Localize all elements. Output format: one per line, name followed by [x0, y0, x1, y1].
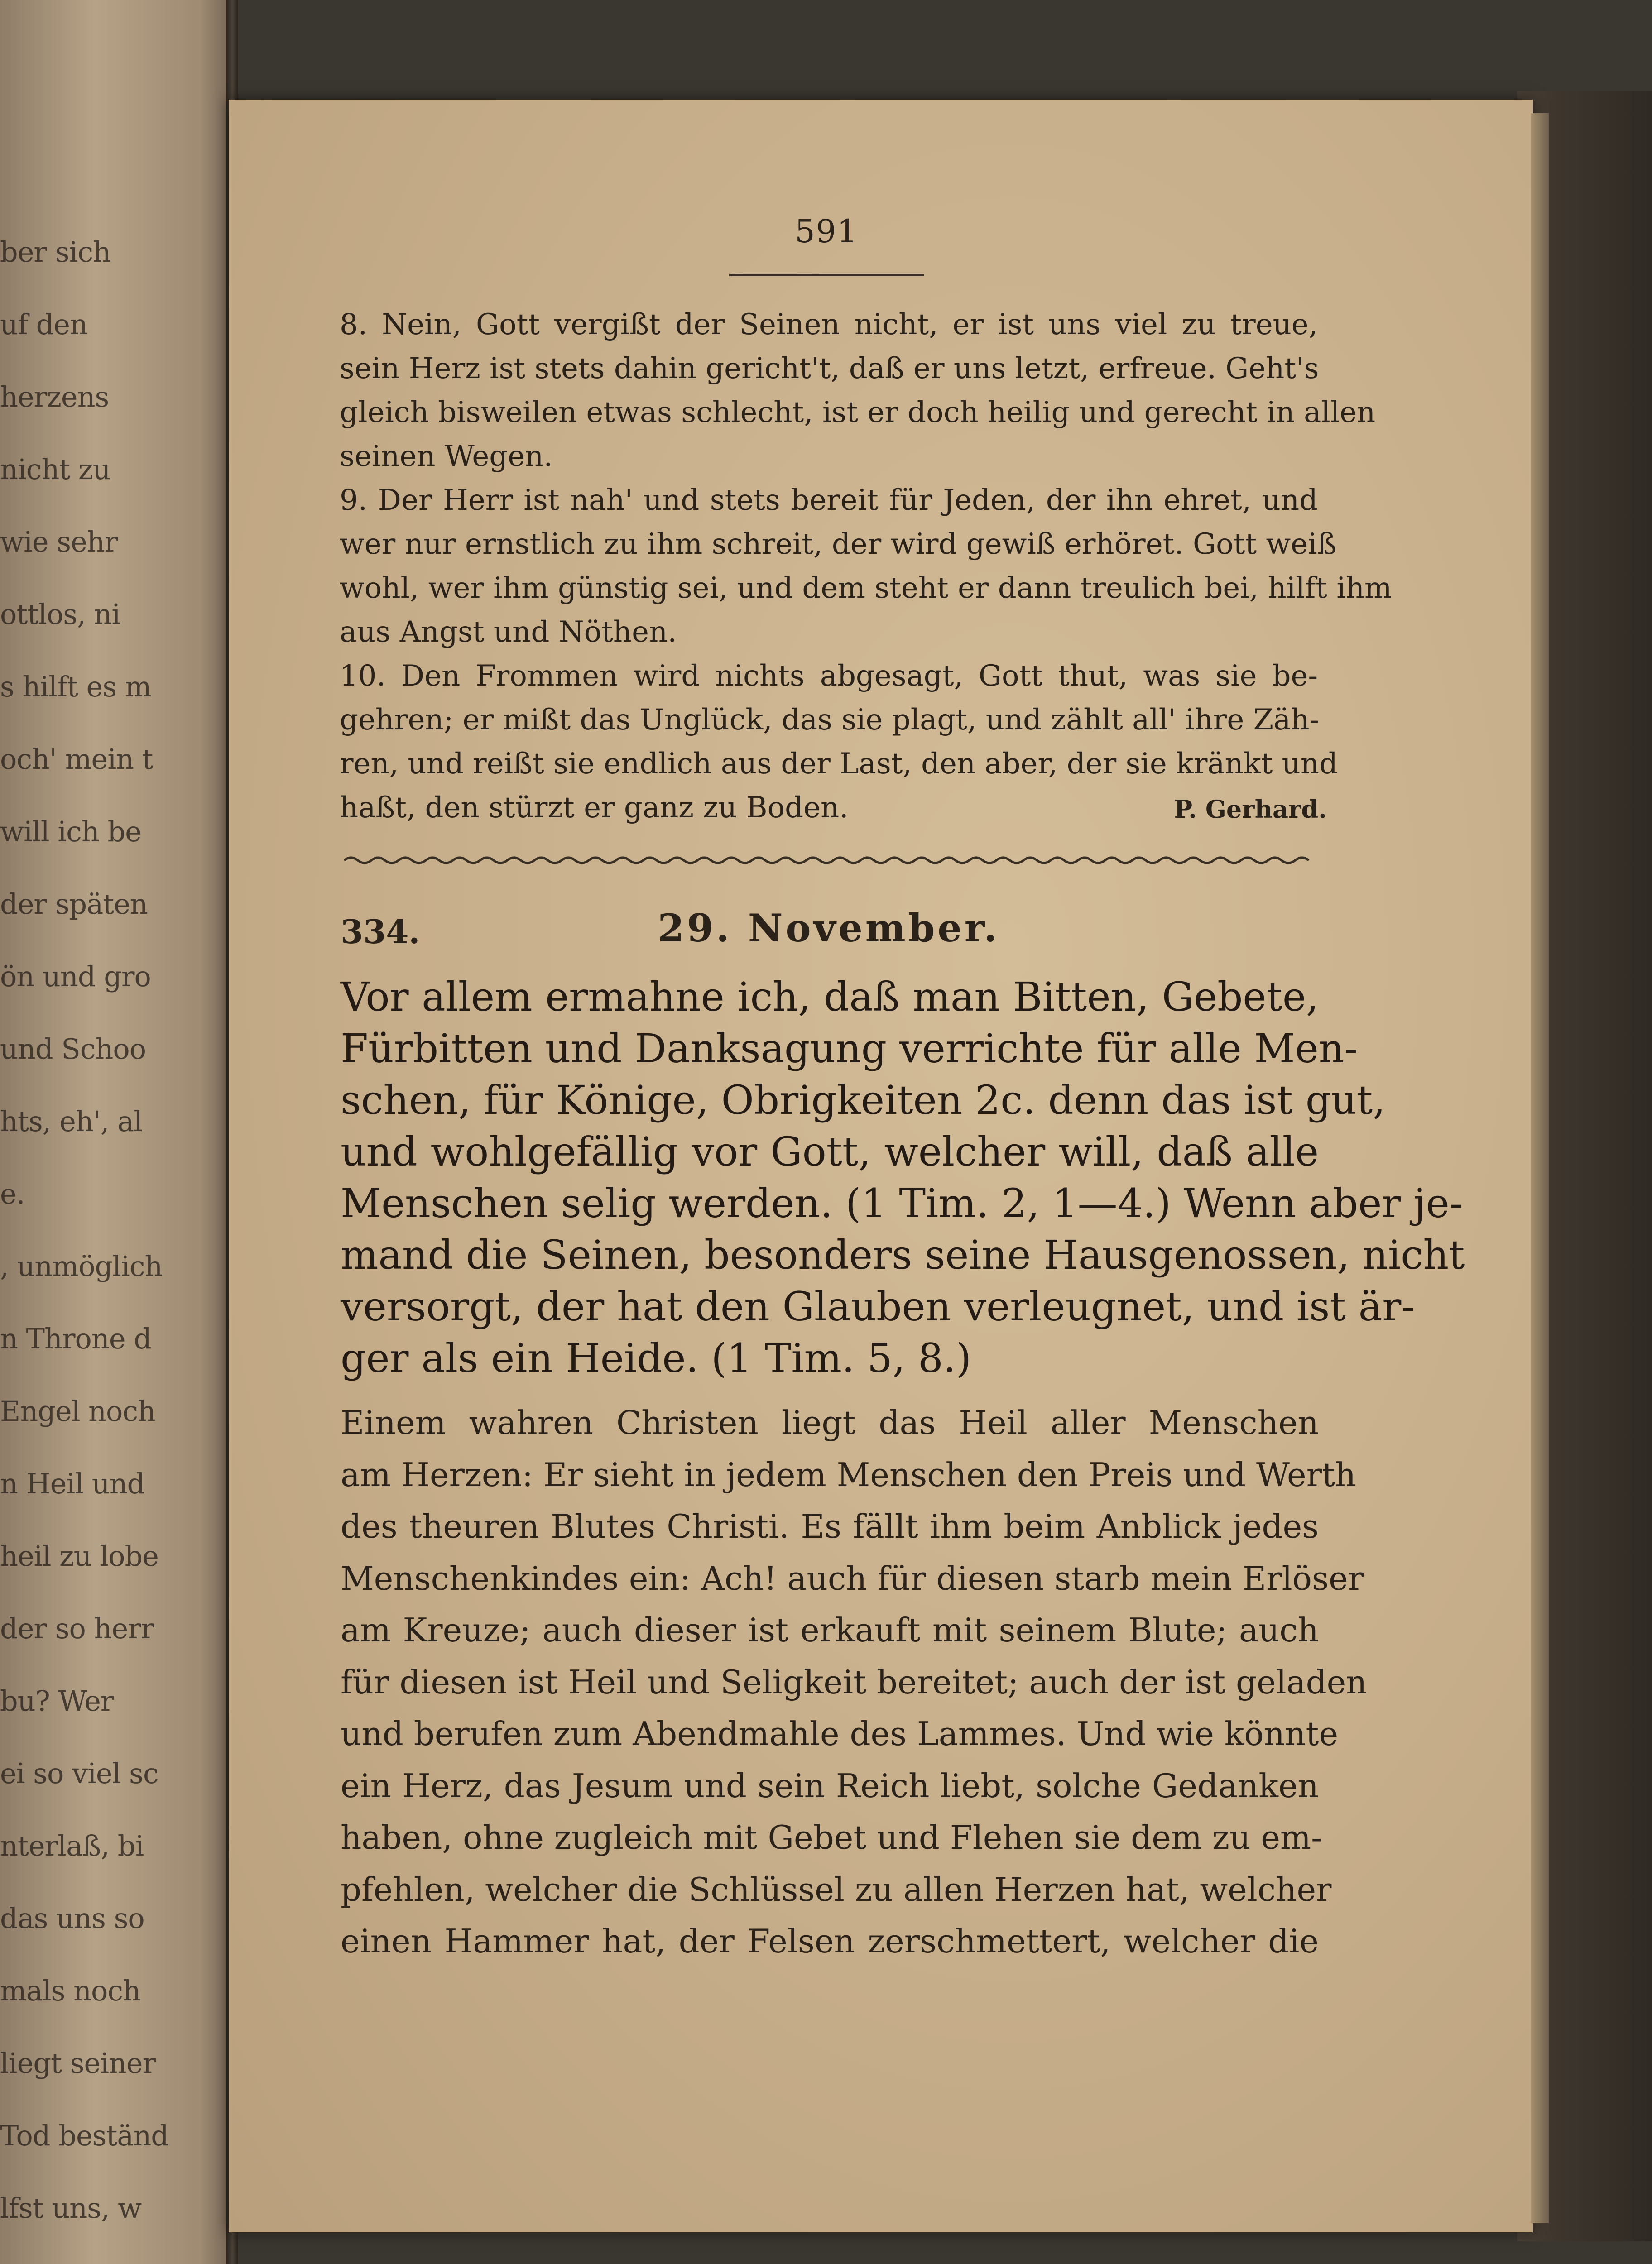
- left-page-fragment: lfst uns, w: [0, 2192, 142, 2225]
- hymn-line: 9. Der Herr ist nah' und stets bereit für Jeden, der ihn ehret, und: [340, 484, 1318, 517]
- scripture-line: Vor allem ermahne ich, daß man Bitten, Gebete,: [341, 974, 1319, 1020]
- left-page-fragment: e.: [0, 1177, 25, 1210]
- left-page-fragment: liegt seiner: [0, 2047, 156, 2080]
- body-line: haben, ohne zugleich mit Gebet und Flehen sie dem zu em-: [341, 1818, 1322, 1856]
- page-edge-shadow: [1531, 113, 1549, 2223]
- body-line: ein Herz, das Jesum und sein Reich liebt, solche Gedanken: [341, 1766, 1319, 1805]
- left-page-fragment: der späten: [0, 887, 148, 921]
- hymn-line: seinen Wegen.: [340, 440, 553, 473]
- hymn-line: gleich bisweilen etwas schlecht, ist er doch heilig und gerecht in allen: [340, 396, 1376, 429]
- left-page-fragment: nterlaß, bi: [0, 1829, 144, 1862]
- scripture-line: und wohlgefällig vor Gott, welcher will, daß alle: [341, 1128, 1319, 1175]
- left-page-fragment: ber sich: [0, 235, 111, 269]
- body-line: am Kreuze; auch dieser ist erkauft mit seinem Blute; auch: [341, 1611, 1319, 1649]
- left-page-fragment: der so herr: [0, 1612, 154, 1645]
- left-page-fragment: mals noch: [0, 1974, 141, 2007]
- hymn-line: 8. Nein, Gott vergißt der Seinen nicht, er ist uns viel zu treue,: [340, 308, 1318, 341]
- body-line: für diesen ist Heil und Seligkeit bereitet; auch der ist geladen: [341, 1663, 1367, 1701]
- left-page: [0, 0, 235, 2264]
- hymn-line: 10. Den Frommen wird nichts abgesagt, Gott thut, was sie be-: [340, 659, 1318, 693]
- left-page-fragment: Engel noch: [0, 1395, 156, 1428]
- hymn-line: gehren; er mißt das Unglück, das sie plagt, und zählt all' ihre Zäh-: [340, 703, 1320, 737]
- body-line: und berufen zum Abendmahle des Lammes. Und wie könnte: [341, 1715, 1339, 1753]
- left-page-fragment: nicht zu: [0, 453, 110, 486]
- hymn-line: wohl, wer ihm günstig sei, und dem steht er dann treulich bei, hilft ihm: [340, 571, 1392, 605]
- hymn-line: ren, und reißt sie endlich aus der Last, den aber, der sie kränkt und: [340, 747, 1338, 781]
- scripture-line: Fürbitten und Danksagung verrichte für alle Men-: [341, 1025, 1358, 1072]
- scripture-line: mand die Seinen, besonders seine Hausgenossen, nicht: [341, 1232, 1465, 1278]
- left-page-fragment: und Schoo: [0, 1032, 146, 1065]
- left-page-fragment: hts, eh', al: [0, 1105, 142, 1138]
- body-line: Einem wahren Christen liegt das Heil aller Menschen: [341, 1404, 1319, 1442]
- body-line: Menschenkindes ein: Ach! auch für diesen starb mein Erlöser: [341, 1559, 1364, 1597]
- body-line: am Herzen: Er sieht in jedem Menschen den Preis und Werth: [341, 1455, 1356, 1494]
- left-page-fragment: ei so viel sc: [0, 1757, 158, 1790]
- hymn-line: wer nur ernstlich zu ihm schreit, der wird gewiß erhöret. Gott weiß: [340, 528, 1337, 561]
- hymn-author: P. Gerhard.: [1174, 795, 1327, 824]
- left-page-fragment: wie sehr: [0, 525, 118, 558]
- body-line: einen Hammer hat, der Felsen zerschmettert, welcher die: [341, 1922, 1319, 1960]
- hymn-line: haßt, den stürzt er ganz zu Boden.: [340, 791, 849, 825]
- left-page-fragment: och' mein t: [0, 743, 153, 776]
- scripture-line: schen, für Könige, Obrigkeiten 2c. denn das ist gut,: [341, 1077, 1386, 1123]
- entry-number: 334.: [341, 912, 420, 951]
- body-line: des theuren Blutes Christi. Es fällt ihm beim Anblick jedes: [341, 1507, 1319, 1545]
- left-page-fragment: n Throne d: [0, 1322, 151, 1355]
- section-divider: [344, 851, 1313, 869]
- left-page-fragment: heil zu lobe: [0, 1540, 158, 1573]
- left-page-fragment: herzens: [0, 380, 109, 413]
- scripture-line: Menschen selig werden. (1 Tim. 2, 1—4.) Wenn aber je-: [341, 1180, 1463, 1227]
- left-page-fragment: das uns so: [0, 1902, 144, 1935]
- left-page-fragment: Tod beständ: [0, 2119, 168, 2152]
- left-page-fragment: bu? Wer: [0, 1684, 114, 1717]
- left-page-fragment: will ich be: [0, 815, 141, 848]
- left-page-fragment: s hilft es m: [0, 670, 151, 703]
- left-page-fragment: ön und gro: [0, 960, 151, 993]
- hymn-line: sein Herz ist stets dahin gericht't, daß er uns letzt, erfreue. Geht's: [340, 352, 1319, 385]
- entry-date-heading: 29. November.: [658, 906, 1000, 950]
- left-page-fragment: uf den: [0, 308, 87, 341]
- scripture-line: versorgt, der hat den Glauben verleugnet, und ist är-: [341, 1283, 1415, 1330]
- left-page-fragment: n Heil und: [0, 1467, 145, 1500]
- left-page-fragment: , unmöglich: [0, 1250, 163, 1283]
- page-number: 591: [795, 213, 858, 250]
- body-line: pfehlen, welcher die Schlüssel zu allen Herzen hat, welcher: [341, 1870, 1332, 1909]
- scripture-line: ger als ein Heide. (1 Tim. 5, 8.): [341, 1335, 972, 1381]
- header-rule: [729, 274, 924, 276]
- hymn-line: aus Angst und Nöthen.: [340, 615, 677, 649]
- left-page-fragment: ottlos, ni: [0, 598, 120, 631]
